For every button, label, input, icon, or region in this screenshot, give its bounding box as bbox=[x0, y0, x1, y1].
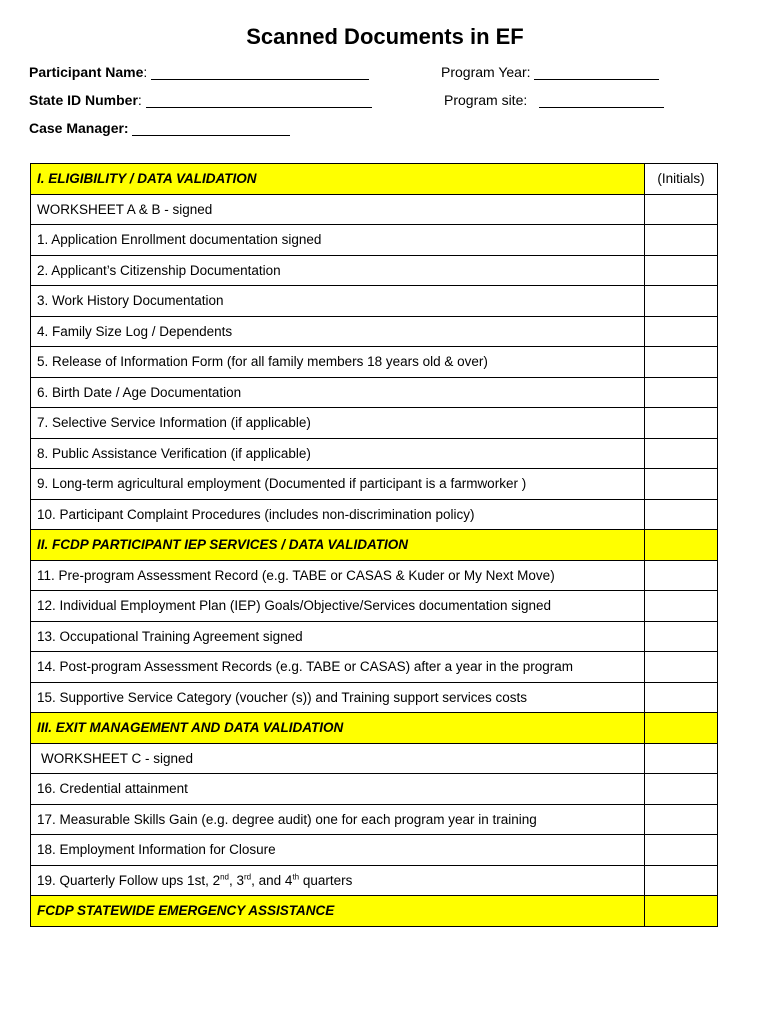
initials-cell[interactable] bbox=[645, 713, 718, 744]
case-manager-line[interactable] bbox=[132, 121, 290, 136]
row-label: 16. Credential attainment bbox=[31, 774, 645, 805]
initials-cell[interactable] bbox=[645, 316, 718, 347]
section-title: III. EXIT MANAGEMENT AND DATA VALIDATION bbox=[31, 713, 645, 744]
table-row bbox=[31, 560, 718, 591]
colon: : bbox=[137, 92, 142, 108]
initials-cell[interactable] bbox=[645, 652, 718, 683]
table-row bbox=[31, 347, 718, 378]
row-label: 14. Post-program Assessment Records (e.g. TABE or CASAS) after a year in the program bbox=[31, 652, 645, 683]
table-row bbox=[31, 774, 718, 805]
initials-cell[interactable] bbox=[645, 835, 718, 866]
page-title: Scanned Documents in EF bbox=[246, 24, 524, 49]
section-header bbox=[31, 530, 718, 561]
state-id-label: State ID Number bbox=[29, 92, 138, 108]
ordinal-suffix: rd bbox=[244, 872, 252, 882]
case-manager-field[interactable] bbox=[29, 120, 290, 136]
initials-cell[interactable] bbox=[645, 469, 718, 500]
case-manager-label: Case Manager: bbox=[29, 120, 129, 136]
row-text: , and 4 bbox=[251, 872, 293, 888]
table-row bbox=[31, 255, 718, 286]
program-site-field[interactable] bbox=[444, 92, 664, 108]
row-label: 18. Employment Information for Closure bbox=[31, 835, 645, 866]
table-row bbox=[31, 865, 718, 896]
table-row bbox=[31, 743, 718, 774]
initials-cell[interactable] bbox=[645, 286, 718, 317]
program-site-label: Program site: bbox=[444, 92, 528, 108]
program-year-field[interactable] bbox=[441, 64, 659, 80]
row-label: 11. Pre-program Assessment Record (e.g. TABE or CASAS & Kuder or My Next Move) bbox=[31, 560, 645, 591]
row-text: quarters bbox=[299, 872, 353, 888]
table-row bbox=[31, 408, 718, 439]
table-row bbox=[31, 835, 718, 866]
state-id-field[interactable] bbox=[29, 92, 372, 108]
row-label: 15. Supportive Service Category (voucher (s)) and Training support services costs bbox=[31, 682, 645, 713]
initials-cell[interactable] bbox=[645, 225, 718, 256]
row-label: 3. Work History Documentation bbox=[31, 286, 645, 317]
initials-cell[interactable] bbox=[645, 865, 718, 896]
table-row bbox=[31, 652, 718, 683]
row-label: WORKSHEET A & B - signed bbox=[31, 194, 645, 225]
initials-cell[interactable] bbox=[645, 560, 718, 591]
participant-name-label: Participant Name bbox=[29, 64, 144, 80]
table-row bbox=[31, 194, 718, 225]
initials-cell[interactable] bbox=[645, 530, 718, 561]
row-label: 6. Birth Date / Age Documentation bbox=[31, 377, 645, 408]
ordinal-suffix: nd bbox=[220, 872, 229, 882]
row-text: 19. Quarterly Follow ups 1st, 2 bbox=[37, 872, 221, 888]
section-title: II. FCDP PARTICIPANT IEP SERVICES / DATA VALIDATION bbox=[31, 530, 645, 561]
initials-header: (Initials) bbox=[645, 164, 718, 195]
checklist-table bbox=[30, 163, 718, 927]
initials-cell[interactable] bbox=[645, 194, 718, 225]
initials-cell[interactable] bbox=[645, 347, 718, 378]
initials-cell[interactable] bbox=[645, 499, 718, 530]
program-year-line[interactable] bbox=[534, 65, 659, 80]
initials-cell[interactable] bbox=[645, 377, 718, 408]
row-label: 13. Occupational Training Agreement signed bbox=[31, 621, 645, 652]
initials-cell[interactable] bbox=[645, 896, 718, 927]
colon: : bbox=[143, 64, 148, 80]
row-label: 10. Participant Complaint Procedures (includes non-discrimination policy) bbox=[31, 499, 645, 530]
table-row bbox=[31, 438, 718, 469]
row-label: 5. Release of Information Form (for all family members 18 years old & over) bbox=[31, 347, 645, 378]
program-site-line[interactable] bbox=[539, 93, 664, 108]
initials-cell[interactable] bbox=[645, 255, 718, 286]
row-label: 9. Long-term agricultural employment (Documented if participant is a farmworker ) bbox=[31, 469, 645, 500]
initials-cell[interactable] bbox=[645, 408, 718, 439]
table-row bbox=[31, 469, 718, 500]
row-label: 7. Selective Service Information (if applicable) bbox=[31, 408, 645, 439]
row-label: 12. Individual Employment Plan (IEP) Goals/Objective/Services documentation signed bbox=[31, 591, 645, 622]
program-year-label: Program Year: bbox=[441, 64, 531, 80]
table-row bbox=[31, 591, 718, 622]
section-header bbox=[31, 164, 718, 195]
row-label: 2. Applicant’s Citizenship Documentation bbox=[31, 255, 645, 286]
initials-cell[interactable] bbox=[645, 743, 718, 774]
initials-cell[interactable] bbox=[645, 591, 718, 622]
participant-name-field[interactable] bbox=[29, 64, 369, 80]
state-id-line[interactable] bbox=[146, 93, 372, 108]
section-title: I. ELIGIBILITY / DATA VALIDATION bbox=[31, 164, 645, 195]
table-row bbox=[31, 286, 718, 317]
table-row bbox=[31, 804, 718, 835]
table-row bbox=[31, 225, 718, 256]
row-text: , 3 bbox=[229, 872, 245, 888]
initials-cell[interactable] bbox=[645, 774, 718, 805]
row-label: WORKSHEET C - signed bbox=[31, 743, 645, 774]
table-row bbox=[31, 377, 718, 408]
table-row bbox=[31, 316, 718, 347]
initials-cell[interactable] bbox=[645, 682, 718, 713]
table-row bbox=[31, 499, 718, 530]
initials-cell[interactable] bbox=[645, 621, 718, 652]
section-title: FCDP STATEWIDE EMERGENCY ASSISTANCE bbox=[31, 896, 645, 927]
ordinal-suffix: th bbox=[292, 872, 300, 882]
section-header bbox=[31, 713, 718, 744]
row-label: 4. Family Size Log / Dependents bbox=[31, 316, 645, 347]
section-header bbox=[31, 896, 718, 927]
table-row bbox=[31, 621, 718, 652]
row-label: 17. Measurable Skills Gain (e.g. degree audit) one for each program year in training bbox=[31, 804, 645, 835]
table-row bbox=[31, 682, 718, 713]
participant-name-line[interactable] bbox=[151, 65, 369, 80]
row-label: 1. Application Enrollment documentation signed bbox=[31, 225, 645, 256]
row-label bbox=[31, 865, 645, 896]
initials-cell[interactable] bbox=[645, 438, 718, 469]
initials-cell[interactable] bbox=[645, 804, 718, 835]
row-label: 8. Public Assistance Verification (if applicable) bbox=[31, 438, 645, 469]
